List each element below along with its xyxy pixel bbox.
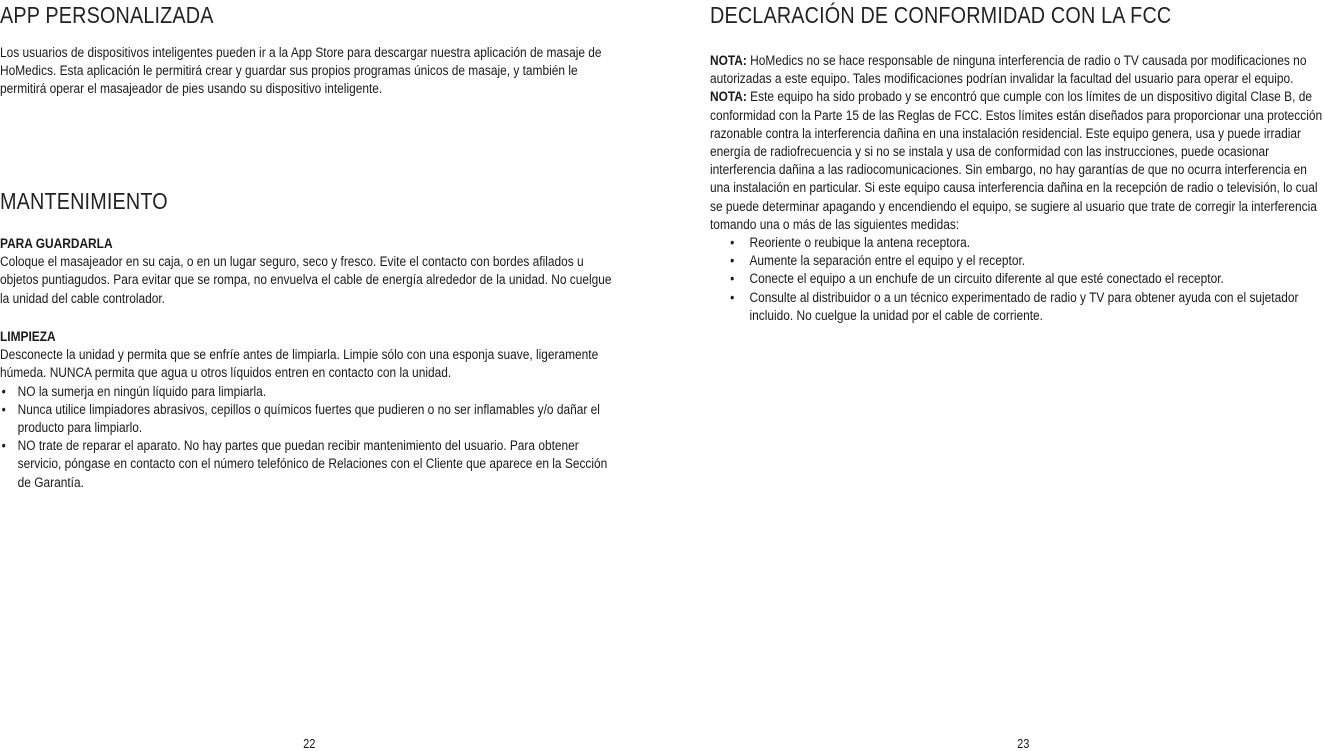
nota-2 (710, 88, 1324, 234)
guardar-paragraph: Coloque el masajeador en su caja, o en un lugar seguro, seco y fresco. Evite el contacto con bordes afilados u objetos puntiagudos. Para evitar que se rompa, no envuelva el cable de energía alrededor de la unidad. No cuelgue la unidad del cable controlador. (0, 254, 612, 307)
limpieza-section (0, 328, 620, 492)
page-left (0, 0, 620, 750)
page-number: 22 (303, 736, 316, 751)
fcc-heading: DECLARACIÓN DE CONFORMIDAD CON LA FCC (710, 2, 1172, 28)
app-personalizada-text (0, 44, 620, 99)
app-paragraph: Los usuarios de dispositivos inteligentes pueden ir a la App Store para descargar nuestra aplicación de masaje de HoMedics. Esta aplicación le permitirá crear y guardar sus propios programas únicos de masaje, y también le permitirá operar el masajeador de pies usando su dispositivo inteligente. (0, 45, 602, 98)
list-item: • Nunca utilice limpiadores abrasivos, cepillos o químicos fuertes que pudieren o no ser inflamables y/o dañar el producto para limpiarlo. (0, 401, 620, 437)
limpieza-subheading: LIMPIEZA (0, 329, 56, 345)
list-item: • Conecte el equipo a un enchufe de un circuito diferente al que esté conectado el receptor. (710, 270, 1324, 288)
nota-text: HoMedics no se hace responsable de ninguna interferencia de radio o TV causada por modificaciones no autorizadas a este equipo. Tales modificaciones podrían invalidar la facultad del usuario para operar el equipo. (710, 53, 1307, 88)
page-right (710, 0, 1324, 750)
fcc-text (710, 52, 1324, 325)
guardar-subheading: PARA GUARDARLA (0, 236, 113, 252)
nota-label: NOTA: (710, 53, 747, 69)
nota-text: Este equipo ha sido probado y se encontró que cumple con los límites de un dispositivo digital Clase B, de conformidad con la Parte 15 de las Reglas de FCC. Estos límites están diseñados para proporcionar una protección razonable contra la interferencia dañina en una instalación residencial. Este equipo genera, usa y puede irradiar energía de radiofrecuencia y si no se instala y usa de conformidad con las instrucciones, puede ocasionar interferencia dañina a las radiocomunicaciones. Sin embargo, no hay garantías de que no ocurra interferencia en una instalación en particular. Si este equipo causa interferencia dañina en la recepción de radio o televisión, lo cual se puede determinar apagando y encendiendo el equipo, se sugiere al usuario que trate de corregir la interferencia tomando una o más de las siguientes medidas: (710, 89, 1323, 233)
mantenimiento-heading: MANTENIMIENTO (0, 188, 168, 214)
list-item: • NO trate de reparar el aparato. No hay partes que puedan recibir mantenimiento del usuario. Para obtener servicio, póngase en contacto con el número telefónico de Relaciones con el Cliente que aparece en la Sección de Garantía. (0, 437, 620, 492)
nota-1 (710, 52, 1324, 88)
fcc-list (710, 234, 1324, 325)
limpieza-list (0, 383, 620, 492)
list-item: • Reoriente o reubique la antena receptora. (710, 234, 1324, 252)
page-number: 23 (1017, 736, 1030, 751)
guardar-section (0, 235, 620, 308)
limpieza-paragraph: Desconecte la unidad y permita que se enfríe antes de limpiarla. Limpie sólo con una esponja suave, ligeramente húmeda. NUNCA permita que agua u otros líquidos entren en contacto con la unidad. (0, 347, 599, 382)
app-personalizada-heading: APP PERSONALIZADA (0, 2, 214, 28)
list-item: • Consulte al distribuidor o a un técnico experimentado de radio y TV para obtener ayuda con el sujetador incluido. No cuelgue la unidad por el cable de corriente. (710, 289, 1324, 325)
nota-label: NOTA: (710, 89, 747, 106)
list-item: • NO la sumerja en ningún líquido para limpiarla. (0, 383, 620, 401)
list-item: • Aumente la separación entre el equipo y el receptor. (710, 252, 1324, 270)
